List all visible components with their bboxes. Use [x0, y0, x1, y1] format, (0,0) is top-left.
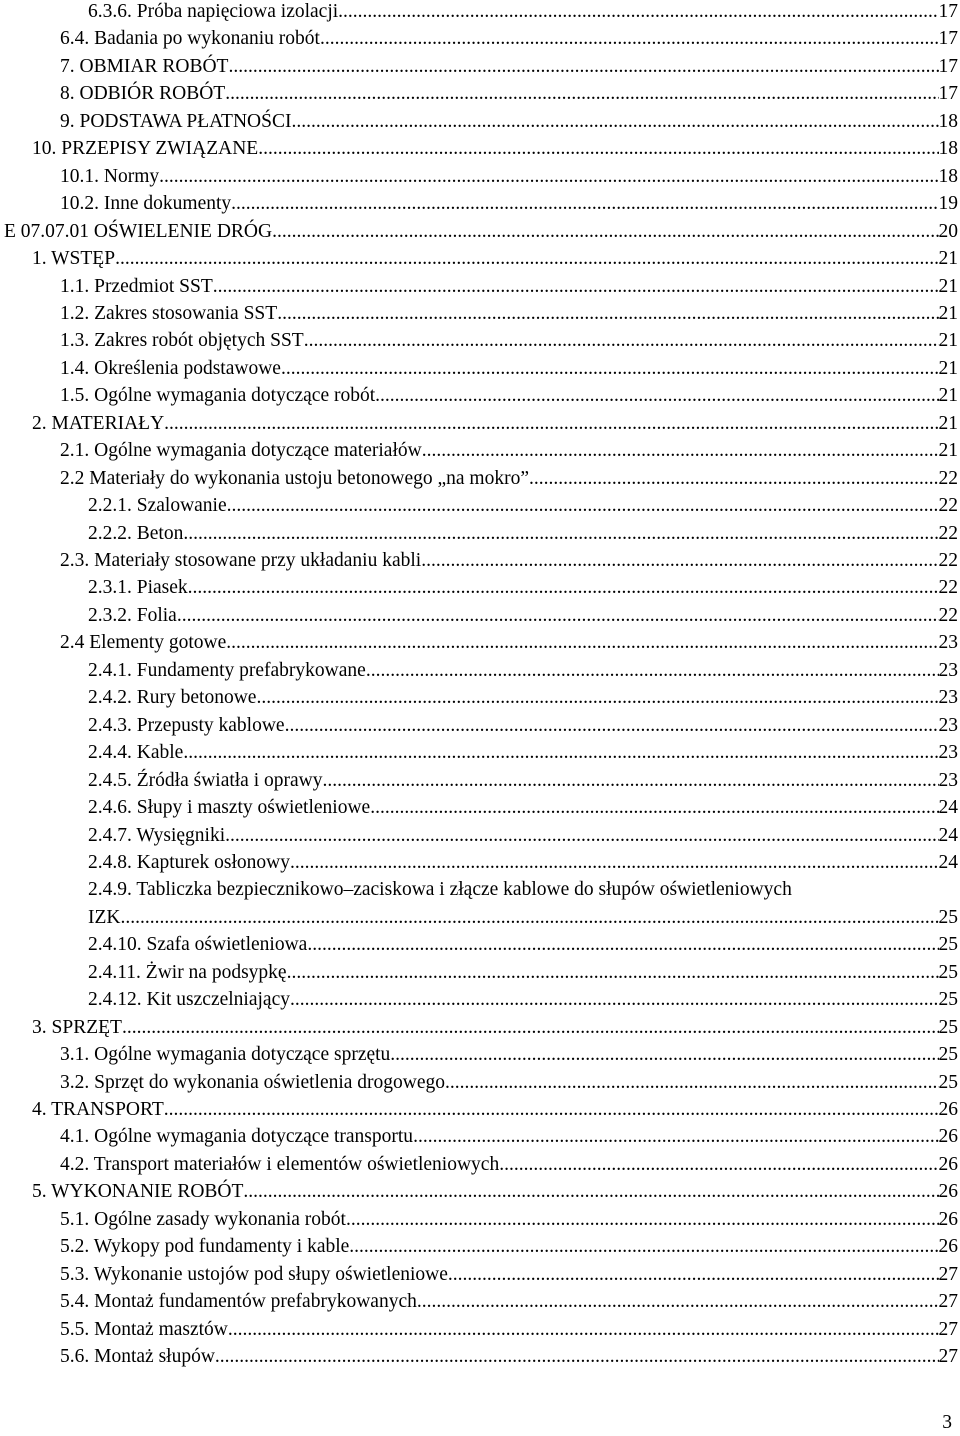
toc-entry-page: 27 — [938, 1291, 958, 1312]
dot-leader — [225, 81, 938, 107]
toc-entry-label: 5.5. Montaż masztów — [60, 1319, 228, 1340]
toc-entry-label: 2.4.3. Przepusty kablowe — [88, 715, 285, 736]
dot-leader — [277, 301, 938, 327]
toc-entry[interactable] — [60, 81, 958, 107]
toc-entry[interactable] — [88, 0, 958, 25]
toc-entry-label: 10.2. Inne dokumenty — [60, 193, 232, 214]
toc-entry-page: 22 — [938, 577, 958, 598]
toc-entry-label: 2.4.2. Rury betonowe — [88, 687, 257, 708]
toc-entry[interactable] — [60, 26, 958, 52]
toc-entry[interactable] — [60, 383, 958, 409]
toc-entry-label: 2.4.11. Żwir na podsypkę — [88, 962, 287, 983]
dot-leader — [121, 905, 939, 931]
dot-leader — [243, 1179, 938, 1205]
toc-entry-page: 21 — [938, 330, 958, 351]
toc-entry[interactable] — [60, 191, 958, 217]
dot-leader — [323, 768, 939, 794]
toc-entry[interactable] — [60, 274, 958, 300]
toc-entry-page: 22 — [938, 468, 958, 489]
dot-leader — [390, 1042, 938, 1068]
toc-entry-page: 25 — [938, 962, 958, 983]
toc-entry[interactable] — [60, 1262, 958, 1288]
toc-entry-page: 26 — [938, 1126, 958, 1147]
toc-entry-page: 26 — [938, 1154, 958, 1175]
toc-entry-label: 6.4. Badania po wykonaniu robót — [60, 28, 320, 49]
toc-entry-page: 27 — [938, 1264, 958, 1285]
dot-leader — [258, 136, 938, 162]
dot-leader — [228, 54, 938, 80]
toc-entry-page: 17 — [938, 56, 958, 77]
toc-entry-label: 1.5. Ogólne wymagania dotyczące robót — [60, 385, 376, 406]
dot-leader — [375, 383, 938, 409]
toc-entry-page: 25 — [938, 907, 958, 928]
dot-leader — [225, 823, 938, 849]
toc-entry[interactable] — [88, 768, 958, 794]
toc-entry-label[interactable]: 2.4.9. Tabliczka bezpiecznikowo–zaciskowa i złącze kablowe do słupów oświetleniowych — [88, 879, 792, 900]
toc-entry[interactable] — [60, 1124, 958, 1150]
dot-leader — [256, 685, 938, 711]
toc-entry-page: 17 — [938, 28, 958, 49]
toc-entry-page: 23 — [938, 742, 958, 763]
toc-entry-page: 26 — [938, 1236, 958, 1257]
toc-entry[interactable] — [88, 603, 958, 629]
toc-entry[interactable] — [88, 575, 958, 601]
toc-entry-label: 2.2.1. Szalowanie — [88, 495, 227, 516]
toc-entry[interactable] — [60, 466, 958, 492]
toc-entry-page: 19 — [938, 193, 958, 214]
toc-entry[interactable] — [88, 685, 958, 711]
toc-entry-page: 25 — [938, 934, 958, 955]
toc-entry-label: 1.3. Zakres robót objętych SST — [60, 330, 304, 351]
toc-entry-label: 5. WYKONANIE ROBÓT — [32, 1181, 244, 1202]
dot-leader — [188, 575, 939, 601]
toc-entry[interactable] — [60, 548, 958, 574]
dot-leader — [291, 109, 938, 135]
toc-entry[interactable] — [60, 54, 958, 80]
dot-leader — [215, 1344, 939, 1370]
toc-entry[interactable] — [32, 1097, 958, 1123]
toc-entry-page: 17 — [938, 83, 958, 104]
toc-entry[interactable] — [60, 301, 958, 327]
toc-entry-label: 4.2. Transport materiałów i elementów oświetleniowych — [60, 1154, 500, 1175]
toc-entry[interactable] — [32, 1015, 958, 1041]
dot-leader — [421, 548, 938, 574]
toc-entry-label: 2.4.12. Kit uszczelniający — [88, 989, 290, 1010]
toc-entry-page: 23 — [938, 632, 958, 653]
toc-entry-label: 6.3.6. Próba napięciowa izolacji — [88, 1, 339, 22]
dot-leader — [164, 1097, 939, 1123]
dot-leader — [226, 630, 938, 656]
dot-leader — [164, 411, 938, 437]
toc-entry-page: 25 — [938, 1017, 958, 1038]
toc-entry-label: 2.4.8. Kapturek osłonowy — [88, 852, 291, 873]
toc-entry-page: 27 — [938, 1319, 958, 1340]
toc-entry[interactable] — [32, 1179, 958, 1205]
toc-entry-label: 2.3. Materiały stosowane przy układaniu kabli — [60, 550, 422, 571]
toc-entry-label: 10. PRZEPISY ZWIĄZANE — [32, 138, 259, 159]
toc-entry-label: 8. ODBIÓR ROBÓT — [60, 83, 226, 104]
toc-entry-page: 23 — [938, 660, 958, 681]
toc-entry[interactable] — [60, 328, 958, 354]
toc-entry[interactable] — [32, 411, 958, 437]
toc-entry[interactable] — [60, 438, 958, 464]
toc-entry-page: 22 — [938, 605, 958, 626]
toc-entry[interactable] — [88, 658, 958, 684]
dot-leader — [281, 356, 939, 382]
toc-entry[interactable] — [88, 905, 958, 931]
dot-leader — [213, 274, 939, 300]
dot-leader — [177, 603, 939, 629]
dot-leader — [349, 1234, 938, 1260]
toc-entry-label: 10.1. Normy — [60, 166, 160, 187]
toc-entry-label: 5.6. Montaż słupów — [60, 1346, 215, 1367]
toc-entry[interactable] — [60, 1070, 958, 1096]
toc-entry[interactable] — [60, 109, 958, 135]
toc-entry[interactable] — [88, 987, 958, 1013]
toc-entry[interactable] — [88, 932, 958, 958]
toc-entry[interactable] — [60, 356, 958, 382]
toc-entry[interactable] — [60, 1207, 958, 1233]
toc-entry-page: 22 — [938, 523, 958, 544]
toc-entry-page: 26 — [938, 1181, 958, 1202]
toc-entry[interactable] — [88, 521, 958, 547]
toc-entry[interactable] — [60, 1344, 958, 1370]
dot-leader — [272, 219, 938, 245]
toc-entry[interactable] — [88, 713, 958, 739]
toc-entry[interactable] — [60, 1152, 958, 1178]
toc-entry-label: 1. WSTĘP — [32, 248, 116, 269]
toc-entry-page: 23 — [938, 770, 958, 791]
toc-entry[interactable] — [88, 493, 958, 519]
toc-entry-page: 24 — [938, 852, 958, 873]
toc-entry-page: 23 — [938, 715, 958, 736]
toc-entry[interactable] — [88, 850, 958, 876]
dot-leader — [499, 1152, 938, 1178]
toc-entry-label: 2.3.2. Folia — [88, 605, 177, 626]
toc-entry-page: 21 — [938, 358, 958, 379]
toc-entry-label: 2.2 Materiały do wykonania ustoju betonowego „na mokro” — [60, 468, 529, 489]
toc-entry[interactable] — [32, 246, 958, 272]
toc-entry[interactable] — [60, 1234, 958, 1260]
toc-entry-page: 22 — [938, 495, 958, 516]
dot-leader — [307, 932, 938, 958]
dot-leader — [122, 1015, 939, 1041]
toc-entry-label: 2.4.6. Słupy i maszty oświetleniowe — [88, 797, 371, 818]
toc-entry-label: 4.1. Ogólne wymagania dotyczące transportu — [60, 1126, 414, 1147]
toc-entry[interactable] — [60, 1317, 958, 1343]
dot-leader — [290, 850, 938, 876]
toc-entry-label: 1.2. Zakres stosowania SST — [60, 303, 278, 324]
dot-leader — [287, 960, 939, 986]
toc-entry-label: 2.2.2. Beton — [88, 523, 184, 544]
toc-entry-label: 2.4.4. Kable — [88, 742, 184, 763]
toc-entry[interactable] — [88, 795, 958, 821]
toc-entry-page: 26 — [938, 1209, 958, 1230]
toc-entry-page: 24 — [938, 825, 958, 846]
toc-entry-label: 5.4. Montaż fundamentów prefabrykowanych — [60, 1291, 417, 1312]
toc-entry[interactable] — [88, 740, 958, 766]
page-number: 3 — [942, 1412, 952, 1433]
dot-leader — [417, 1289, 939, 1315]
dot-leader — [159, 164, 938, 190]
toc-entry-label: 1.1. Przedmiot SST — [60, 276, 213, 297]
toc-entry[interactable] — [60, 630, 958, 656]
toc-entry-page: 25 — [938, 989, 958, 1010]
toc-entry[interactable] — [32, 136, 958, 162]
toc-entry-label: 2. MATERIAŁY — [32, 413, 165, 434]
toc-entry-label: 2.4.7. Wysięgniki — [88, 825, 226, 846]
toc-entry-label: 9. PODSTAWA PŁATNOŚCI — [60, 111, 292, 132]
toc-entry-page: 21 — [938, 303, 958, 324]
toc-entry[interactable] — [60, 164, 958, 190]
toc-entry[interactable] — [88, 823, 958, 849]
dot-leader — [183, 740, 938, 766]
dot-leader — [320, 26, 939, 52]
toc-entry-label: 4. TRANSPORT — [32, 1099, 164, 1120]
dot-leader — [346, 1207, 939, 1233]
toc-entry-label: 3.2. Sprzęt do wykonania oświetlenia drogowego — [60, 1072, 446, 1093]
toc-entry[interactable] — [60, 1289, 958, 1315]
toc-entry-label: 2.4.1. Fundamenty prefabrykowane — [88, 660, 366, 681]
dot-leader — [290, 987, 939, 1013]
toc-entry-page: 22 — [938, 550, 958, 571]
dot-leader — [366, 658, 939, 684]
toc-entry-page: 20 — [938, 221, 958, 242]
toc-entry-page: 25 — [938, 1044, 958, 1065]
dot-leader — [183, 521, 938, 547]
toc-entry-page: 25 — [938, 1072, 958, 1093]
toc-entry-label: 2.4 Elementy gotowe — [60, 632, 227, 653]
toc-entry-page: 21 — [938, 440, 958, 461]
toc-entry-page: 21 — [938, 276, 958, 297]
toc-entry-label: 5.1. Ogólne zasady wykonania robót — [60, 1209, 346, 1230]
dot-leader — [422, 438, 939, 464]
dot-leader — [231, 191, 938, 217]
toc-entry[interactable] — [4, 219, 958, 245]
toc-entry-label: 1.4. Określenia podstawowe — [60, 358, 281, 379]
toc-entry-label: 5.2. Wykopy pod fundamenty i kable — [60, 1236, 350, 1257]
toc-entry-label: 2.4.5. Źródła światła i oprawy — [88, 770, 323, 791]
toc-entry-page: 23 — [938, 687, 958, 708]
toc-entry-label: E 07.07.01 OŚWIELENIE DRÓG — [4, 221, 273, 242]
toc-entry-page: 18 — [938, 111, 958, 132]
toc-entry-page: 26 — [938, 1099, 958, 1120]
toc-entry-page: 24 — [938, 797, 958, 818]
toc-entry-label: 5.3. Wykonanie ustojów pod słupy oświetleniowe — [60, 1264, 448, 1285]
toc-entry-page: 27 — [938, 1346, 958, 1367]
toc-entry[interactable] — [60, 1042, 958, 1068]
toc-entry-label: 3.1. Ogólne wymagania dotyczące sprzętu — [60, 1044, 391, 1065]
toc-entry-label: 3. SPRZĘT — [32, 1017, 122, 1038]
dot-leader — [227, 493, 939, 519]
toc-entry-page: 21 — [938, 413, 958, 434]
toc-entry-page: 21 — [938, 385, 958, 406]
toc-entry-page: 18 — [938, 166, 958, 187]
dot-leader — [228, 1317, 939, 1343]
dot-leader — [529, 466, 939, 492]
toc-entry-page: 21 — [938, 248, 958, 269]
dot-leader — [370, 795, 938, 821]
toc-entry-label: 2.4.10. Szafa oświetleniowa — [88, 934, 308, 955]
dot-leader — [285, 713, 939, 739]
toc-entry-page: 17 — [938, 1, 958, 22]
dot-leader — [115, 246, 938, 272]
dot-leader — [445, 1070, 938, 1096]
toc-entry-label: IZK — [88, 907, 121, 928]
toc-entry-page: 18 — [938, 138, 958, 159]
dot-leader — [448, 1262, 939, 1288]
toc-entry[interactable] — [88, 960, 958, 986]
dot-leader — [304, 328, 939, 354]
dot-leader — [338, 0, 938, 25]
dot-leader — [413, 1124, 938, 1150]
toc-entry-label: 7. OBMIAR ROBÓT — [60, 56, 229, 77]
toc-entry-label: 2.1. Ogólne wymagania dotyczące materiałów — [60, 440, 422, 461]
toc-entry-label: 2.3.1. Piasek — [88, 577, 188, 598]
